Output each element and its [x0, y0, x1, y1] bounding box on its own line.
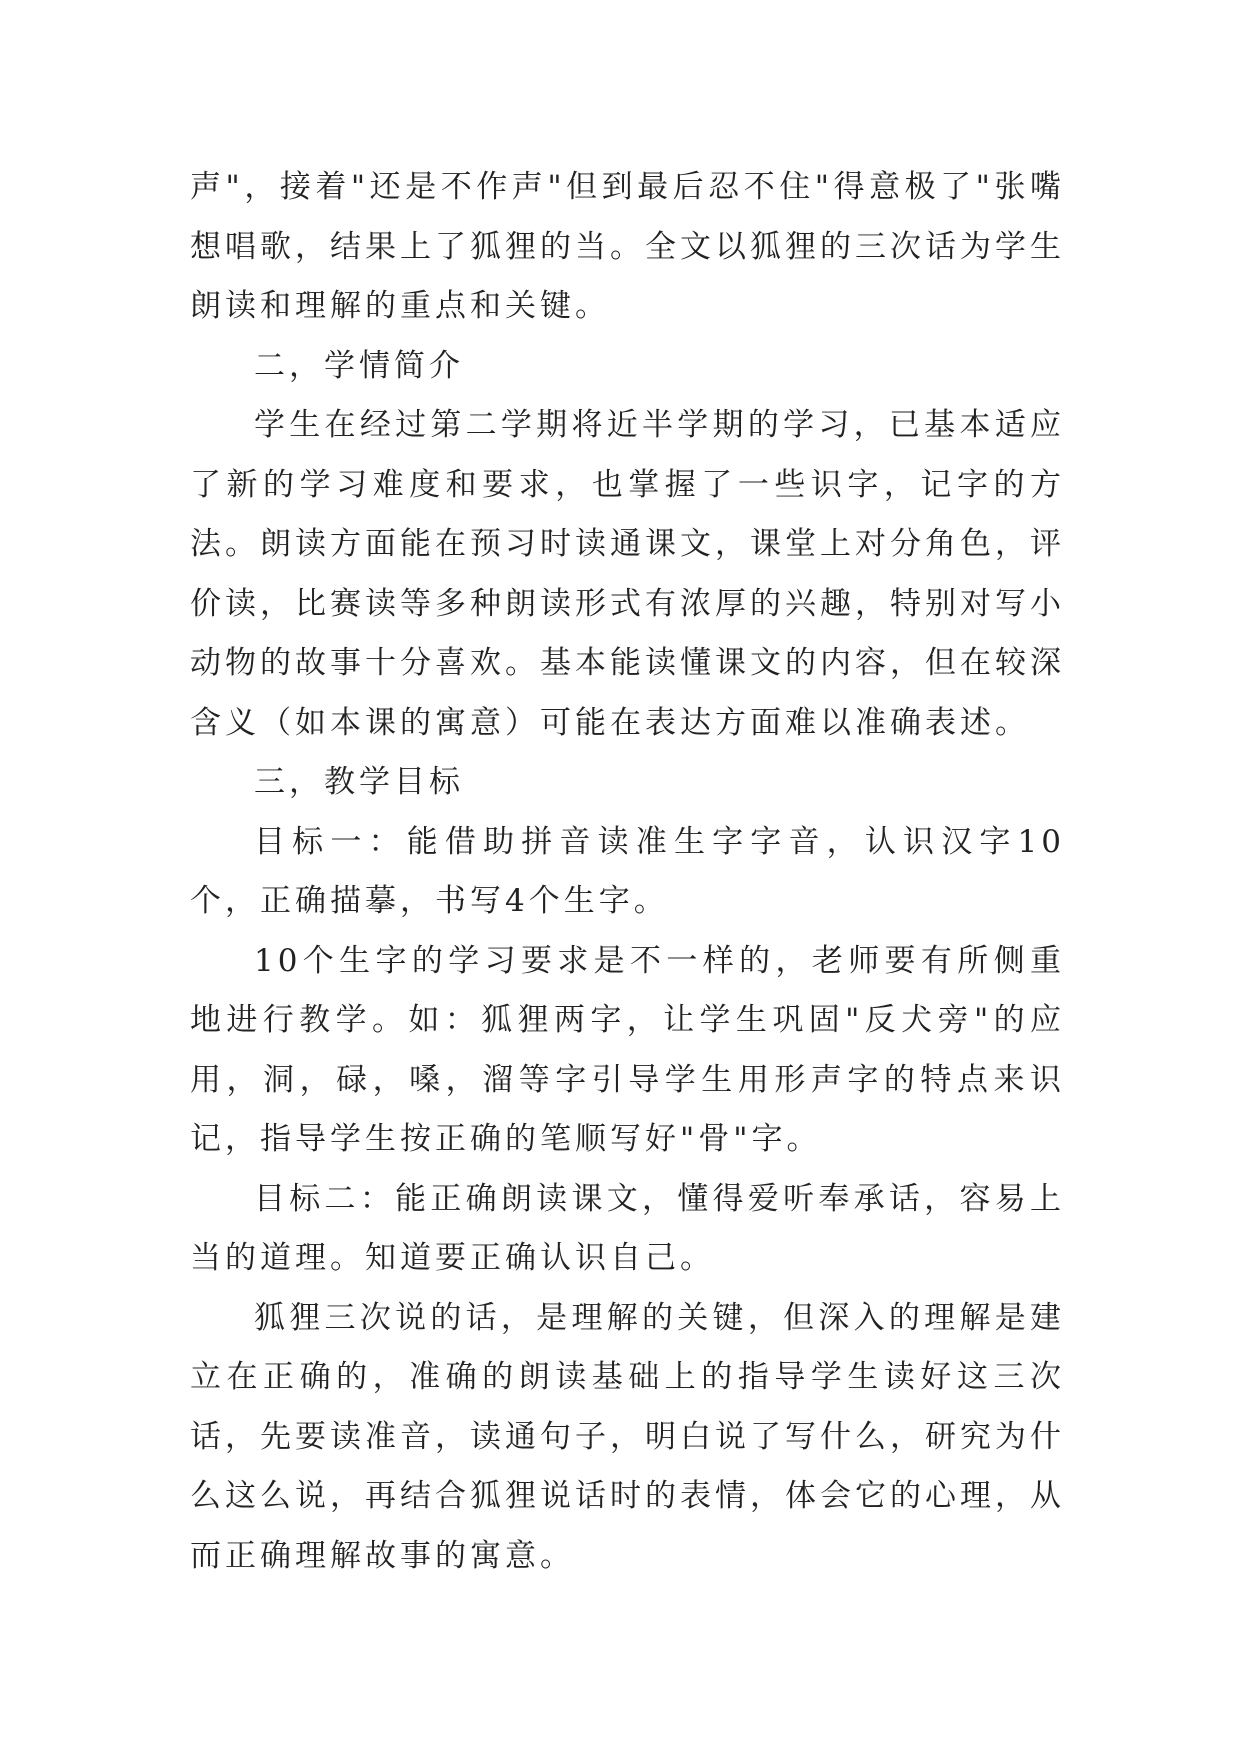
paragraph-goal-one: 目标一：能借助拼音读准生字字音，认识汉字10个，正确描摹，书写4个生字。 [190, 823, 1065, 919]
section-heading-teaching-goals: 三，教学目标 [254, 764, 464, 800]
paragraph-goal-one-detail: 10个生字的学习要求是不一样的，老师要有所侧重地进行教学。如：狐狸两字，让学生巩固"反犬旁"的应用，洞，碌，嗓，溜等字引导学生用形声字的特点来识记，指导学生按正确的笔顺写好"骨"字。 [190, 942, 1065, 1157]
paragraph-learner-profile: 学生在经过第二学期将近半学期的学习，已基本适应了新的学习难度和要求，也掌握了一些识字，记字的方法。朗读方面能在预习时读通课文，课堂上对分角色，评价读，比赛读等多种朗读形式有浓厚的兴趣，特别对写小动物的故事十分喜欢。基本能读懂课文的内容，但在较深含义（如本课的寓意）可能在表达方面难以准确表述。 [190, 407, 1065, 741]
paragraph-goal-two: 目标二：能正确朗读课文，懂得爱听奉承话，容易上当的道理。知道要正确认识自己。 [190, 1180, 1065, 1276]
paragraph-continuation: 声"，接着"还是不作声"但到最后忍不住"得意极了"张嘴想唱歌，结果上了狐狸的当。全文以狐狸的三次话为学生朗读和理解的重点和关键。 [190, 169, 1065, 324]
paragraph-goal-two-detail: 狐狸三次说的话，是理解的关键，但深入的理解是建立在正确的，准确的朗读基础上的指导学生读好这三次话，先要读准音，读通句子，明白说了写什么，研究为什么这么说，再结合狐狸说话时的表情，体会它的心理，从而正确理解故事的寓意。 [190, 1299, 1065, 1574]
document-body [190, 158, 1065, 1586]
section-heading-learner-profile: 二，学情简介 [254, 347, 464, 384]
